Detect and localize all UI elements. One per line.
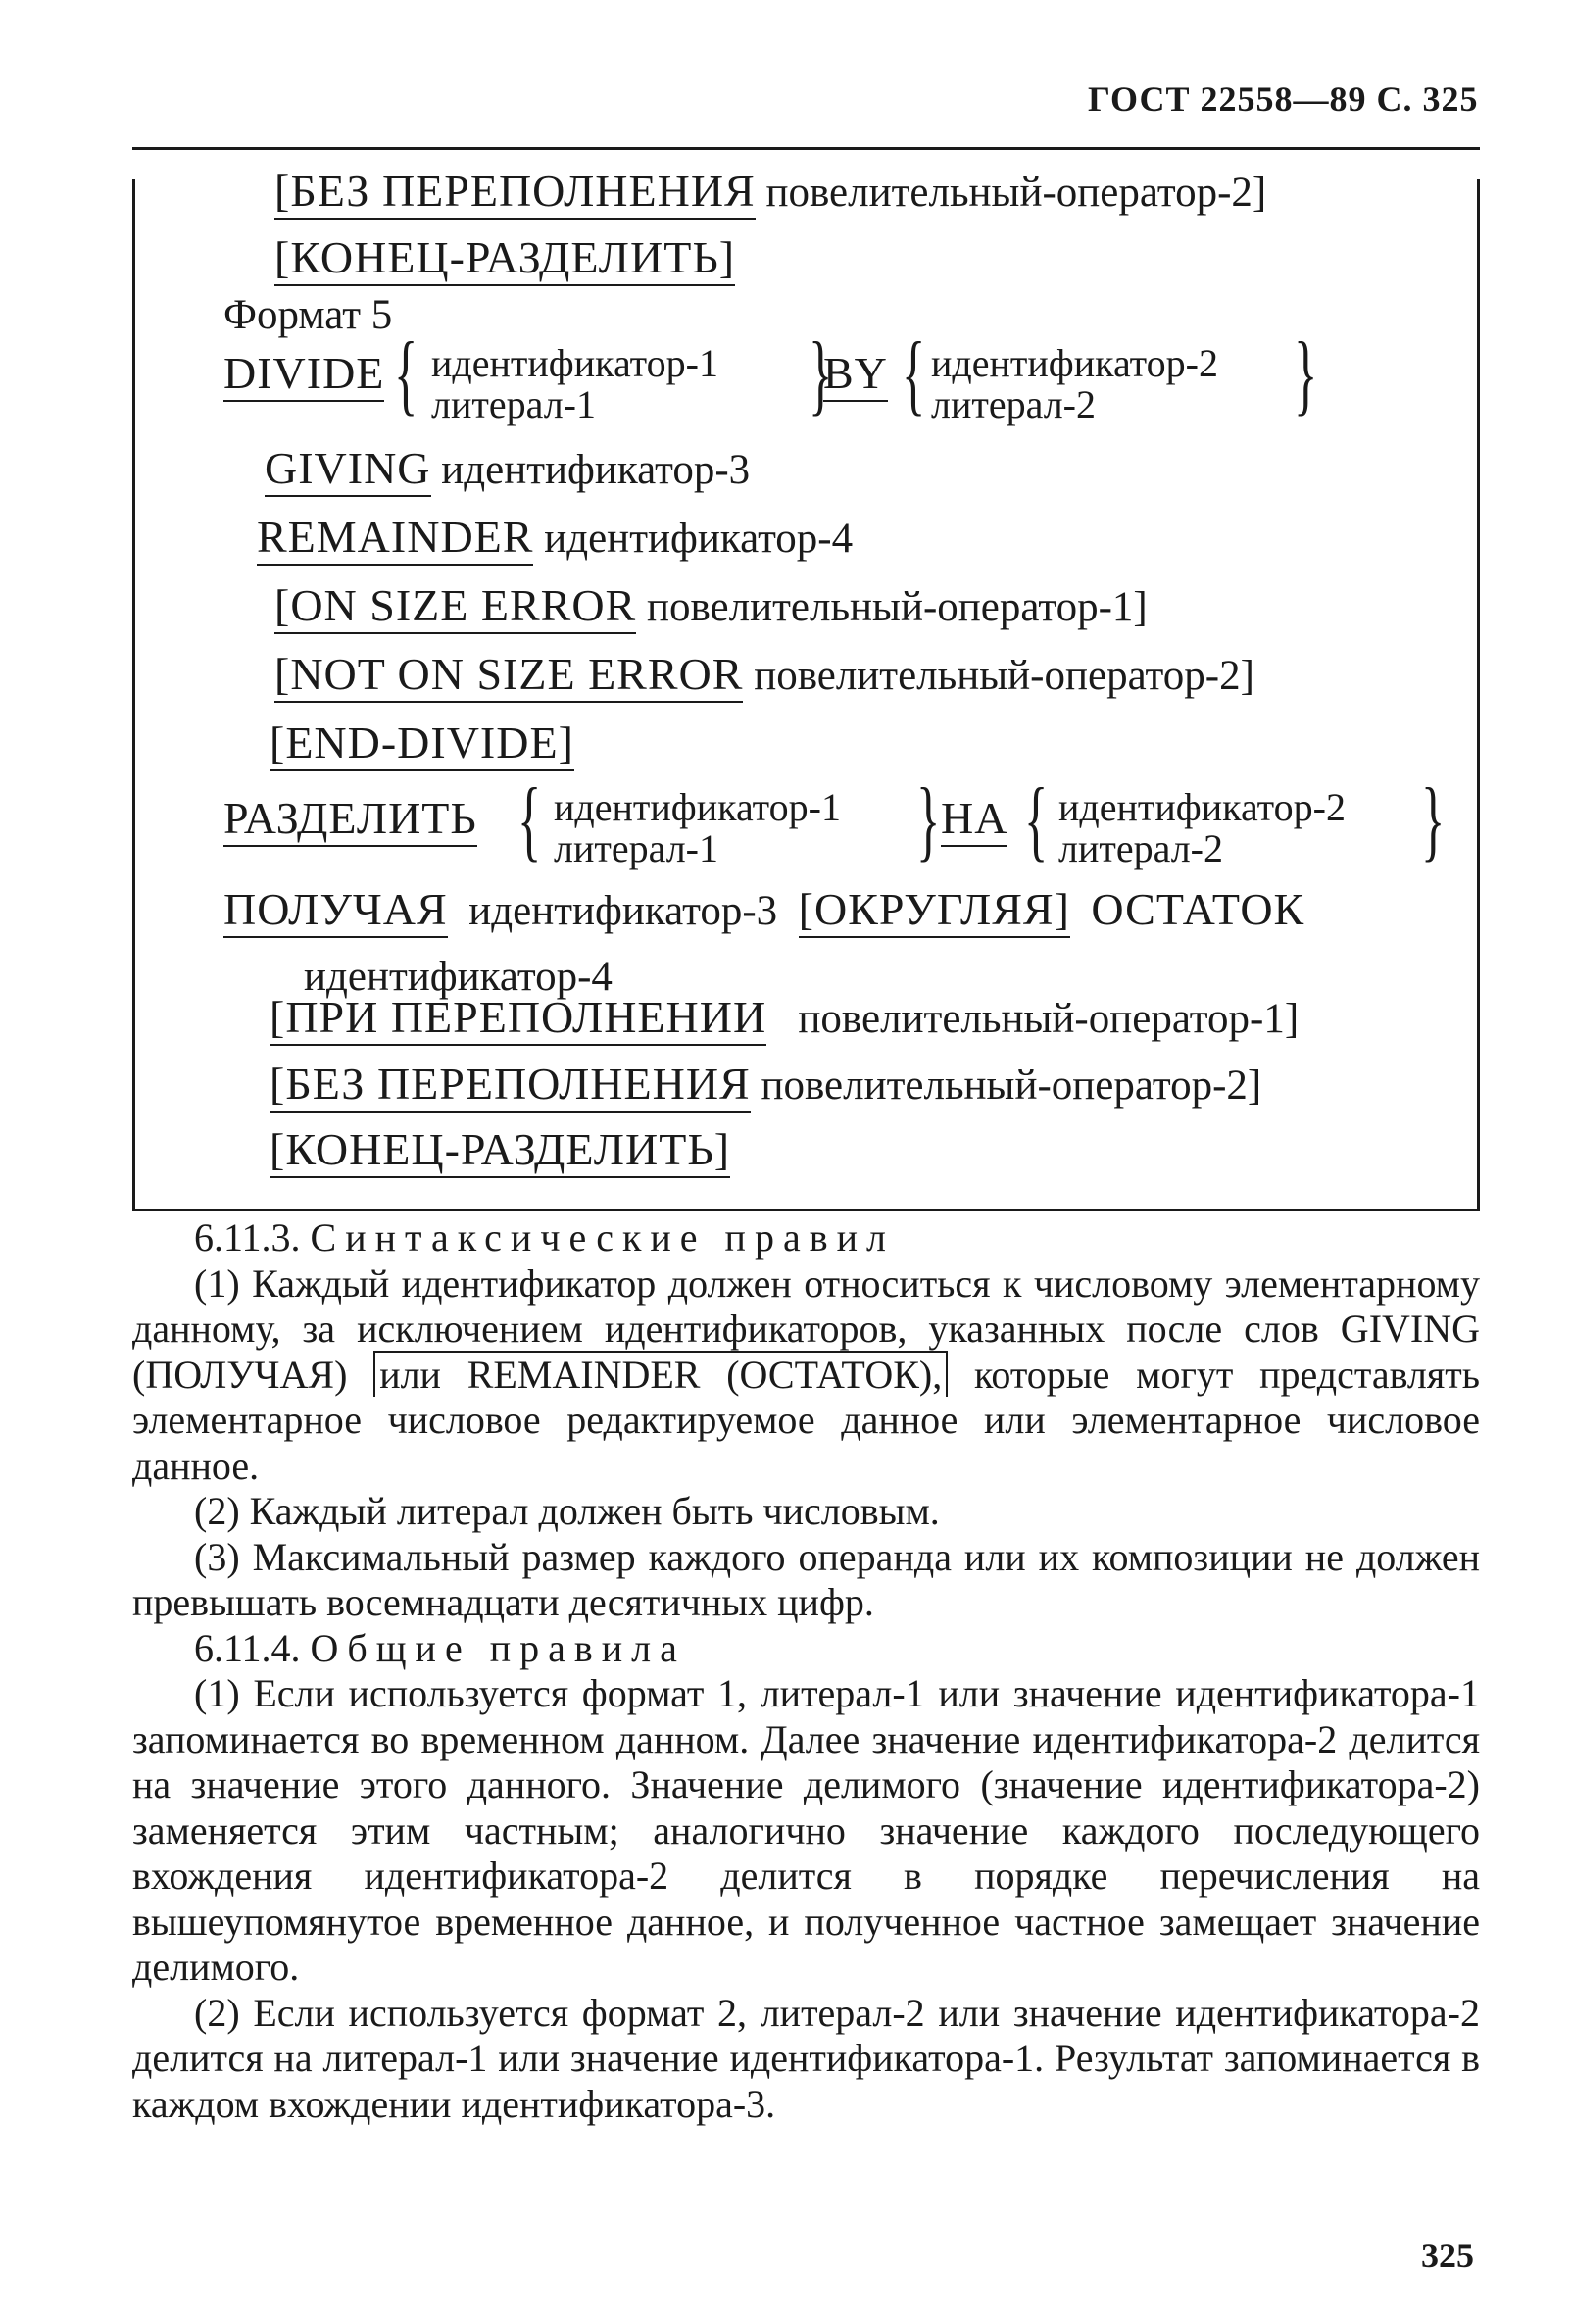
- na-keyword: НА: [941, 796, 1007, 841]
- left-brace-icon: {: [1023, 769, 1049, 869]
- left-brace-icon: {: [901, 323, 926, 423]
- right-brace-icon: }: [915, 769, 941, 869]
- right-brace-icon: }: [1293, 323, 1318, 423]
- syntax-line-ident4: идентификатор-4: [304, 954, 613, 1000]
- section-heading-general: 6.11.4. Общие правила: [194, 1625, 686, 1670]
- syntax-line-end-divide: [END-DIVIDE]: [270, 720, 574, 766]
- syntax-line-bez-perepolneniya-1: [БЕЗ ПЕРЕПОЛНЕНИЯ повелительный-оператор-2]: [274, 169, 1266, 214]
- syntax-rule-1: (1) Каждый идентификатор должен относиться к числовому элементарному данному, за исключением идентификаторов, указанных после слов GIVING (ПОЛУЧАЯ) или REMAINDER (ОСТАТОК), которые могут представлять элементарное числовое редактируемое данное или элементарное числовое данное.: [132, 1261, 1481, 1488]
- divide-operand-1: идентификатор-1 литерал-1: [431, 341, 718, 426]
- syntax-line-on-size-error: [ON SIZE ERROR повелительный-оператор-1]: [274, 583, 1148, 628]
- syntax-rule-3: (3) Максимальный размер каждого операнда или их композиции не должен превышать восемнадцати десятичных цифр.: [132, 1534, 1480, 1624]
- format-label: Формат 5: [223, 292, 393, 338]
- general-rule-2: (2) Если используется формат 2, литерал-2 или значение идентификатора-2 делится на литерал-1 или значение идентификатора-1. Результат запоминается в каждом вхождении идентификатора-3.: [132, 1990, 1480, 2126]
- razdelit-operand-1: идентификатор-1 литерал-1: [554, 785, 841, 870]
- left-brace-icon: {: [393, 323, 418, 423]
- running-header: ГОСТ 22558—89 С. 325: [1088, 79, 1479, 119]
- left-brace-icon: {: [516, 769, 542, 869]
- syntax-line-poluchaya: ПОЛУЧАЯ идентификатор-3 [ОКРУГЛЯЯ] ОСТАТОК: [223, 887, 1304, 932]
- syntax-line-konec-razdelit-1: [КОНЕЦ-РАЗДЕЛИТЬ]: [274, 235, 735, 280]
- syntax-line-remainder: REMAINDER идентификатор-4: [257, 515, 853, 560]
- syntax-line-konec-razdelit-2: [КОНЕЦ-РАЗДЕЛИТЬ]: [270, 1127, 730, 1172]
- body-text: [132, 1215, 1480, 2127]
- section-heading-syntax: 6.11.3. Синтаксические правил: [194, 1215, 895, 1260]
- syntax-rule-2: (2) Каждый литерал должен быть числовым.: [194, 1489, 940, 1533]
- general-rule-1: (1) Если используется формат 1, литерал-1 или значение идентификатора-1 запоминается во временном данном. Далее значение идентификатора-2 делится на значение этого данного. Значение делимого (значение идентификатора-2) заменяется этим частным; аналогично значение каждого последующего вхождения идентификатора-2 делится в порядке перечисления на вышеупомянутое временное данное, и полученное частное замещает значение делимого.: [132, 1671, 1480, 1989]
- page-number: 325: [1421, 2236, 1474, 2275]
- syntax-line-not-on-size-error: [NOT ON SIZE ERROR повелительный-оператор-2]: [274, 652, 1254, 697]
- revision-mark: или REMAINDER (ОСТАТОК),: [373, 1351, 948, 1397]
- syntax-line-giving: GIVING идентификатор-3: [265, 446, 750, 491]
- razdelit-operand-2: идентификатор-2 литерал-2: [1058, 785, 1346, 870]
- divide-operand-2: идентификатор-2 литерал-2: [931, 341, 1218, 426]
- divide-verb: DIVIDE: [223, 351, 384, 396]
- syntax-line-pri-perepolnenii: [ПРИ ПЕРЕПОЛНЕНИИ повелительный-оператор-1]: [270, 995, 1299, 1040]
- right-brace-icon: }: [808, 323, 833, 423]
- by-keyword: BY: [823, 351, 888, 396]
- right-brace-icon: }: [1420, 769, 1446, 869]
- razdelit-verb: РАЗДЕЛИТЬ: [223, 796, 477, 841]
- syntax-line-bez-perepolneniya-2: [БЕЗ ПЕРЕПОЛНЕНИЯ повелительный-оператор-2]: [270, 1062, 1261, 1107]
